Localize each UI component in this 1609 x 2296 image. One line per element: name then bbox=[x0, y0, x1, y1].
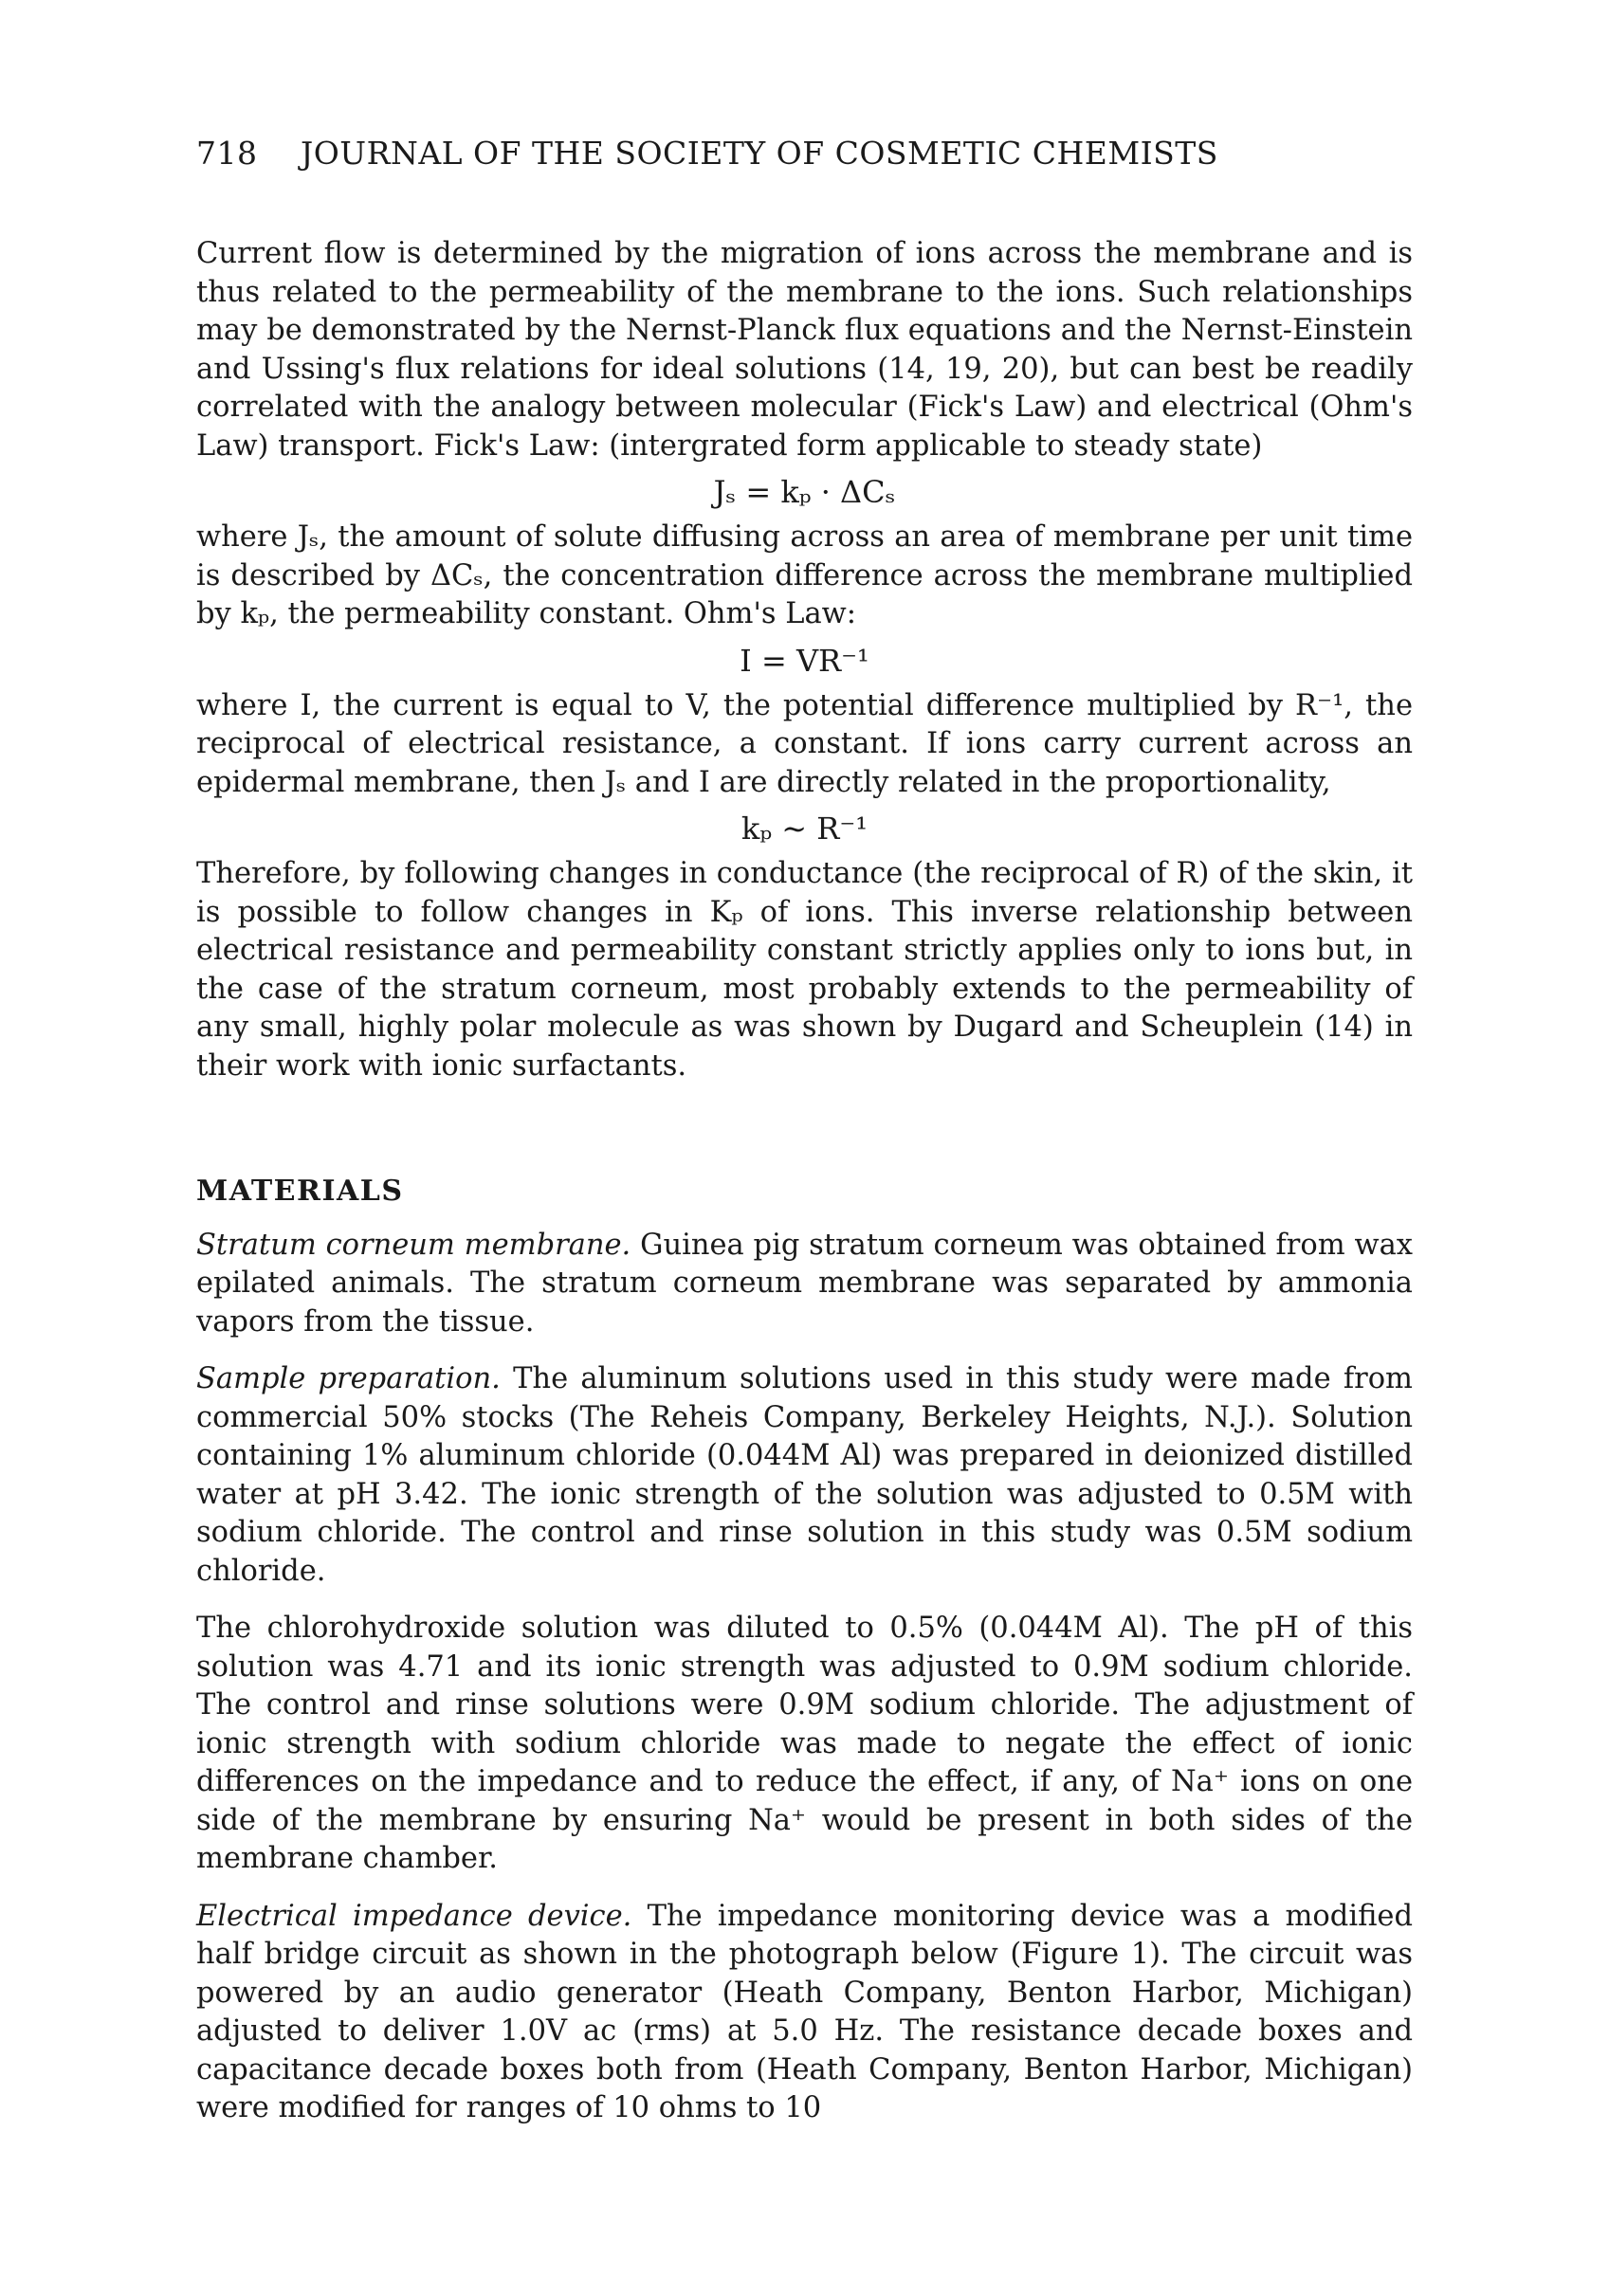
equation-proportionality: kₚ ∼ R⁻¹ bbox=[741, 811, 868, 847]
sample-preparation-paragraph bbox=[196, 1360, 1413, 1591]
journal-title: JOURNAL OF THE SOCIETY OF COSMETIC CHEMISTS bbox=[301, 135, 1218, 172]
impedance-device-paragraph bbox=[196, 1898, 1413, 2128]
running-header bbox=[196, 135, 1419, 172]
stratum-corneum-subheading: Stratum corneum membrane. bbox=[196, 1228, 631, 1262]
equation-ficks-law: Jₛ = kₚ · ΔCₛ bbox=[713, 474, 896, 510]
stratum-corneum-paragraph bbox=[196, 1227, 1413, 1342]
intro-paragraph-4: Therefore, by following changes in conductance (the reciprocal of R) of the skin, it is possible to follow changes in Kₚ of ions. This inverse relationship between electrical resistance and permeability constant strictly applies only to ions but, in the case of the stratum corneum, most probably extends to the permeability of any small, highly polar molecule as was shown by Dugard and Scheuplein (14) in their work with ionic surfactants. bbox=[196, 857, 1413, 1083]
intro-paragraph-2: where Jₛ, the amount of solute diffusing across an area of membrane per unit time is described by ΔCₛ, the concentration difference across the membrane multiplied by kₚ, the permeability constant. Ohm's Law: bbox=[196, 520, 1413, 630]
impedance-device-text: The impedance monitoring device was a modified half bridge circuit as shown in the photograph below (Figure 1). The circuit was powered by an audio generator (Heath Company, Benton Harbor, Michigan) adjusted to deliver 1.0V ac (rms) at 5.0 Hz. The resistance decade boxes and capacitance decade boxes both from (Heath Company, Benton Harbor, Michigan) were modified for ranges of 10 ohms to 10 bbox=[196, 1899, 1413, 2124]
page-number: 718 bbox=[196, 135, 258, 172]
intro-paragraph-1: Current flow is determined by the migration of ions across the membrane and is thus related to the permeability of the membrane to the ions. Such relationships may be demonstrated by the Nernst-Planck flux equations and the Nernst-Einstein and Ussing's flux relations for ideal solutions (14, 19, 20), but can best be readily correlated with the analogy between molecular (Fick's Law) and electrical (Ohm's Law) transport. Fick's Law: (intergrated form applicable to steady state) bbox=[196, 237, 1413, 463]
intro-paragraph-3: where I, the current is equal to V, the potential difference multiplied by R⁻¹, the reciprocal of electrical resistance, a constant. If ions carry current across an epidermal membrane, then Jₛ and I are directly related in the proportionality, bbox=[196, 688, 1413, 799]
sample-preparation-text: The aluminum solutions used in this study were made from commercial 50% stocks (The Reheis Company, Berkeley Heights, N.J.). Solution containing 1% aluminum chloride (0.044M Al) was prepared in deionized distilled water at pH 3.42. The ionic strength of the solution was adjusted to 0.5M with sodium chloride. The control and rinse solution in this study was 0.5M sodium chloride. bbox=[196, 1362, 1413, 1588]
materials-heading: MATERIALS bbox=[196, 1175, 404, 1208]
article-body bbox=[196, 235, 1413, 2128]
equation-ohms-law: I = VR⁻¹ bbox=[740, 642, 869, 679]
stratum-corneum-text: Guinea pig stratum corneum was obtained from wax epilated animals. The stratum corneum membrane was separated by ammonia vapors from the tissue. bbox=[196, 1228, 1413, 1339]
impedance-device-subheading: Electrical impedance device. bbox=[196, 1899, 632, 1933]
chlorohydroxide-paragraph: The chlorohydroxide solution was diluted to 0.5% (0.044M Al). The pH of this solution was 4.71 and its ionic strength was adjusted to 0.9M sodium chloride. The control and rinse solutions were 0.9M sodium chloride. The adjustment of ionic strength with sodium chloride was made to negate the effect of ionic differences on the impedance and to reduce the effect, if any, of Na⁺ ions on one side of the membrane by ensuring Na⁺ would be present in both sides of the membrane chamber. bbox=[196, 1612, 1413, 1875]
sample-preparation-subheading: Sample preparation. bbox=[196, 1362, 501, 1395]
